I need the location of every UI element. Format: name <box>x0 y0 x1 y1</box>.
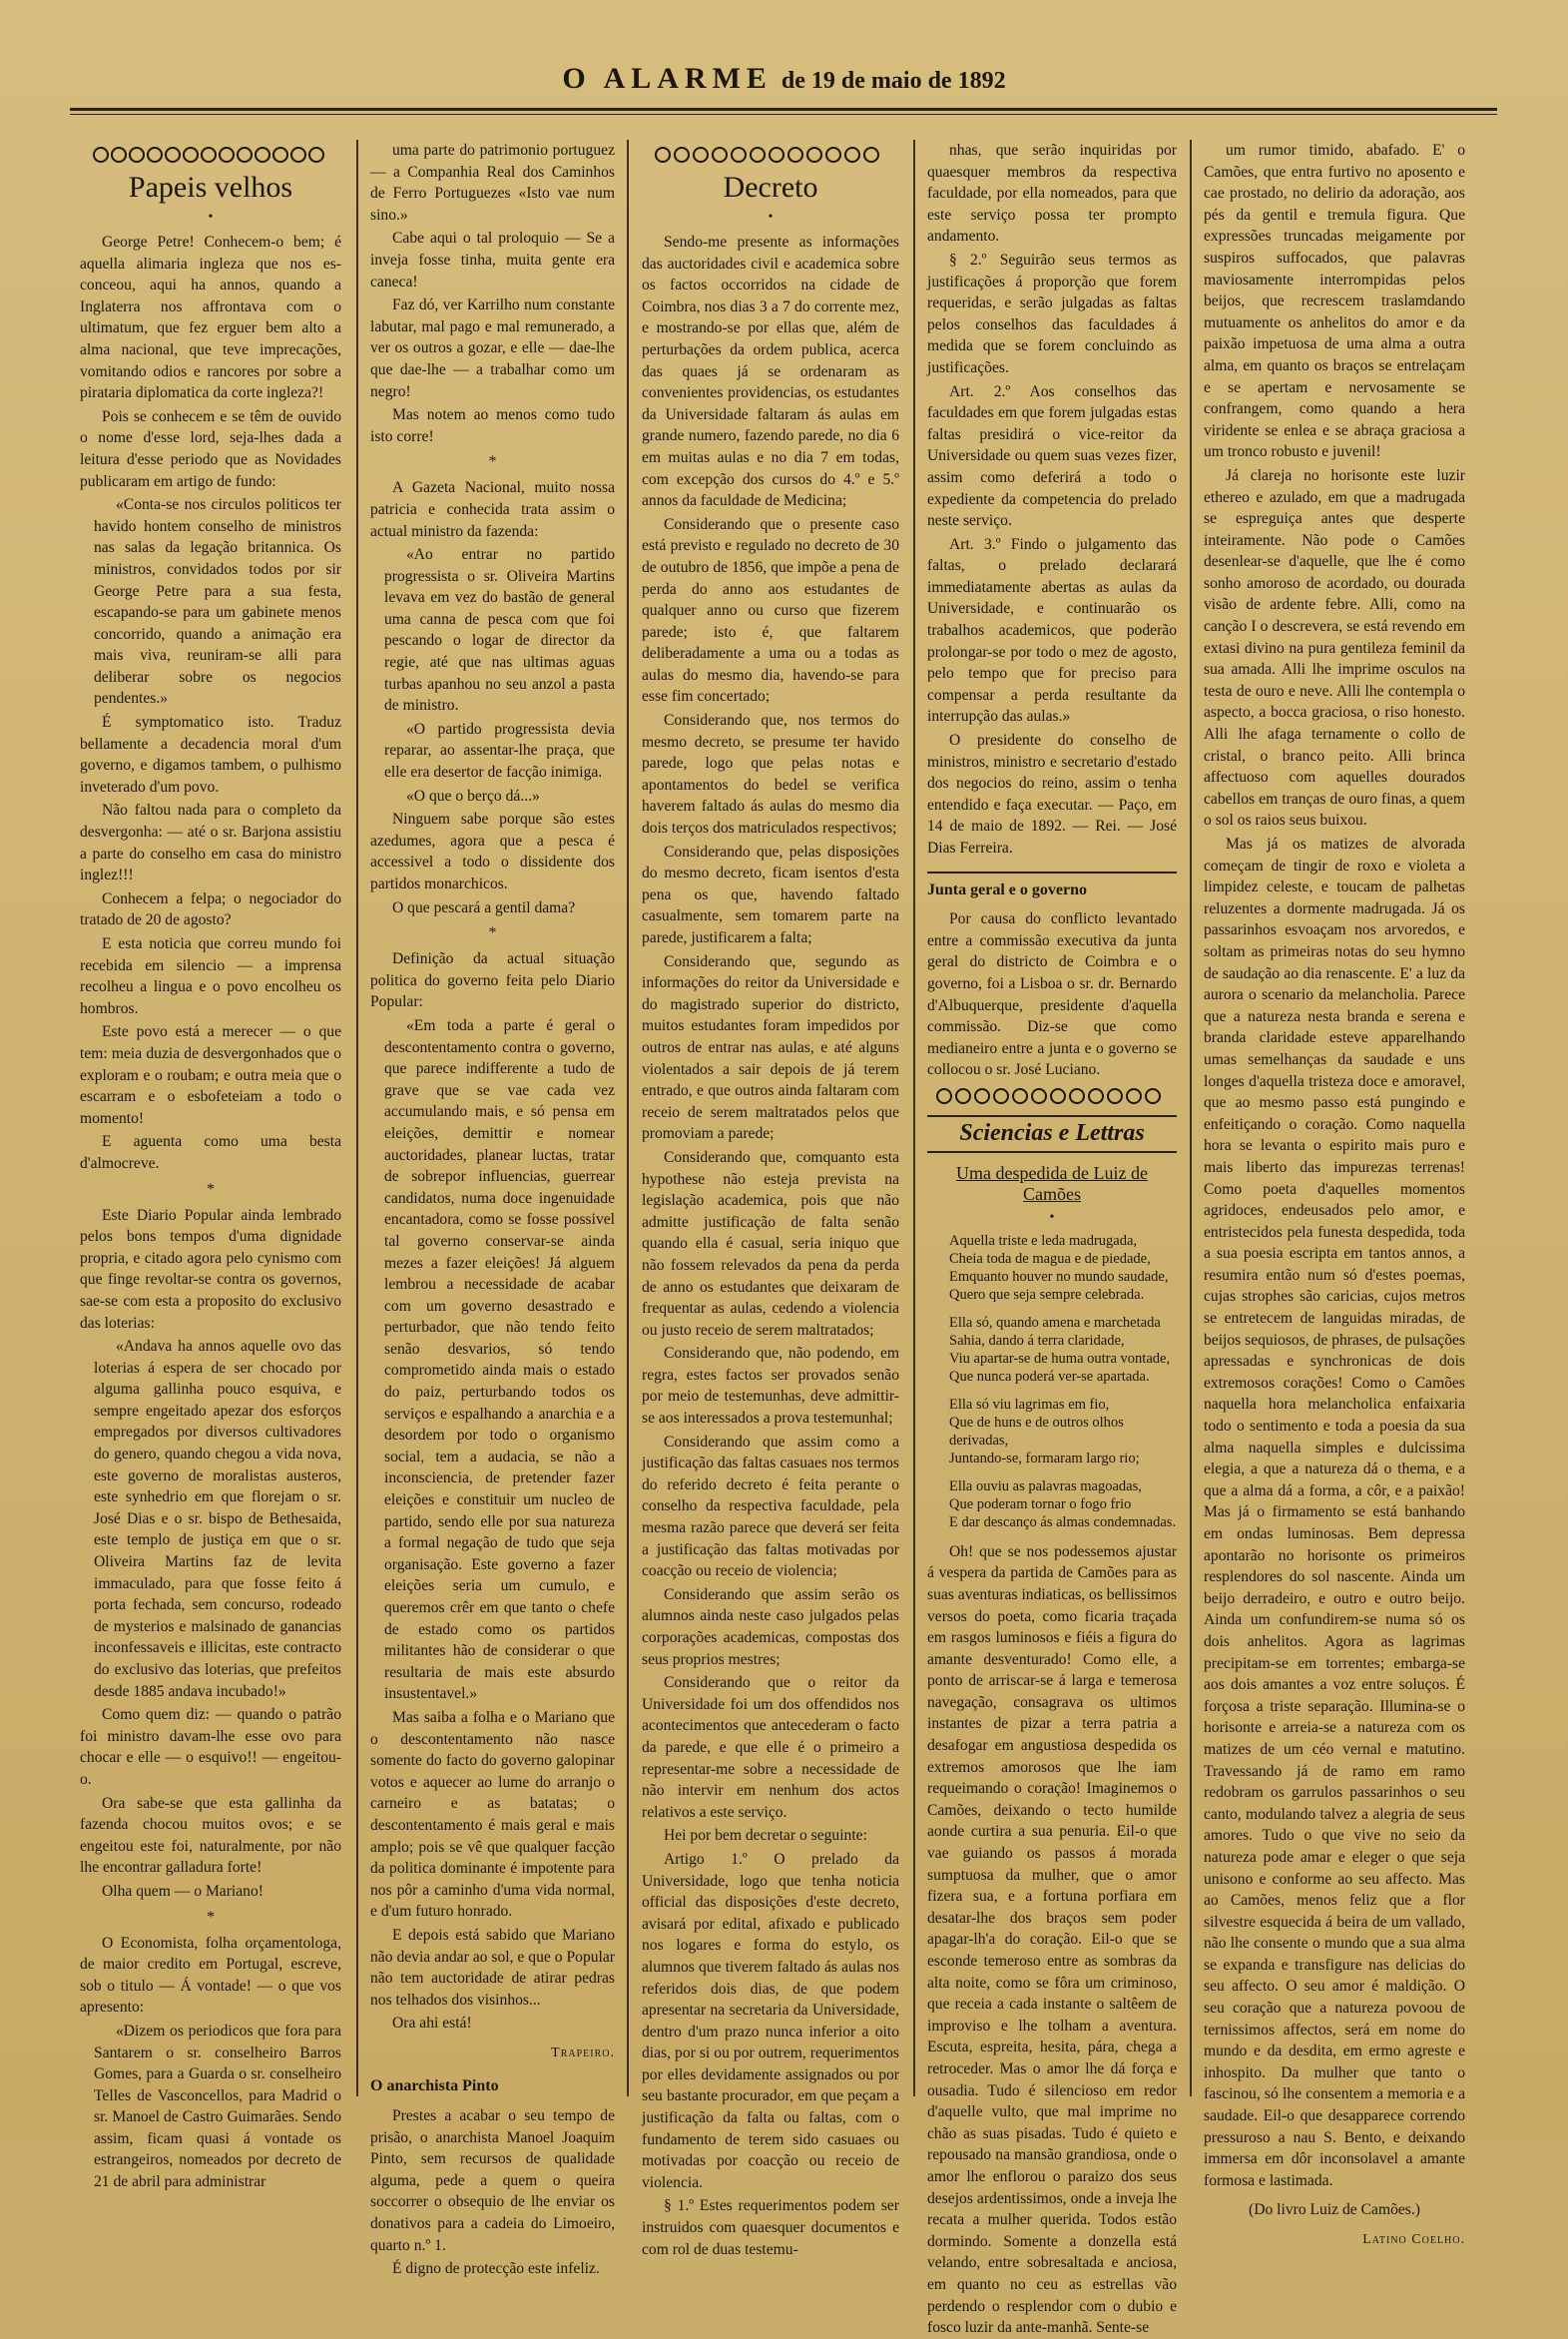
verse-line: Que de huns e de outros olhos derivadas, <box>949 1414 1124 1449</box>
dot-separator: • <box>208 210 214 225</box>
paragraph: Não faltou nada para o completo da desvergonha: — até o sr. Barjona assistiu a parte do conselho em casa do ministro inglez!!! <box>80 802 341 884</box>
ornament-icon <box>642 144 899 166</box>
paragraph: Este Diario Popular ainda lembrado pelos bons tempos d'uma dignidade propria, e citado agora pelo cynismo com que finge revoltar-se contra os governos, sae-se com esta a proposito do exclusivo das loterias: <box>80 1206 341 1332</box>
paragraph: É symptomatico isto. Traduz bellamente a decadencia moral d'um governo, e digamos tambem, o pulhismo inveterado d'um povo. <box>80 714 341 796</box>
verse-stanza <box>949 1477 1177 1531</box>
verse-line: Ella só, quando amena e marchetada <box>949 1314 1161 1331</box>
star-separator: * <box>207 1180 215 1198</box>
paragraph: O Economista, folha orçamentologa, de maior credito em Portugal, escreve, sob o titulo — Á vontade! — o que vos apresento: <box>80 1934 341 2017</box>
paragraph: Considerando que assim serão os alumnos ainda neste caso julgados pelas corporações academicas, compostas dos seus proprios mestres; <box>642 1585 899 1668</box>
masthead <box>0 62 1568 96</box>
column-3 <box>642 140 899 2258</box>
paragraph: Cabe aqui o tal proloquio — Se a inveja fosse tinha, muita gente era caneca! <box>370 230 615 291</box>
paragraph: uma parte do patrimonio portuguez — a Companhia Real dos Caminhos de Ferro Portuguezes «Isto vae num sino.» <box>370 142 615 224</box>
verse-line: Sahia, dando á terra claridade, <box>949 1332 1125 1349</box>
verse-stanza <box>949 1232 1177 1304</box>
paragraph: E esta noticia que correu mundo foi recebida em silencio — a imprensa recolheu a lingua e o povo encolheu os hombros. <box>80 935 341 1017</box>
paragraph: Oh! que se nos podessemos ajustar á vespera da partida de Camões para as suas aventuras indiaticas, os bellissimos versos do poeta, como ficaria traçada em rasgos luminosos e fiéis a figura do amante desventurado! Como elle, a ponto de arriscar-se á larga e temerosa navegação, consagrava os ultimos instantes de pizar a terra patria a desafogar em angustiosa despedida os extremos amorosos que lhe iam requeimando o coração! Imaginemos o Camões, deixando o tecto humilde aonde curtira a sua penuria. Eil-o que vae guiando os passos á morada sumptuosa da mulher, que o amor fizera sua, e a fortuna porfiara em desatar-lhe dos braços sem poder apagar-lh'a do coração. Eil-o que se esconde temeroso entre as sombras da alta noite, como se fôra um criminoso, que receia a cada instante o saltêem de improviso e lhe tolham a aventura. Escuta, espreita, hesita, pára, chega a retroceder. Mas o amor lhe dá força e ousadia. Tudo é silencioso em redor d'aquelle vulto, que mal imprime no chão as suas pisadas. Tudo é quieto e repousado na mansão grandiosa, onde o amor lhe enflorou o paraizo dos seus desejos ardentissimos, onde a inveja lhe recata a mulher querida. Todos estão dormindo. Somente a donzella está velando, entre sobresaltada e anciosa, em quanto no ceu as estrellas vão perdendo o resplendor com o dubio e fosco luzir da ante-manhã. Sente-se <box>927 1542 1177 2337</box>
verse-line: Quero que seja sempre celebrada. <box>949 1286 1145 1303</box>
paragraph: § 2.º Seguirão seus termos as justificações á proporção que forem requeridas, e serão julgadas as faltas pelos conselhos das faculdades á medida que se forem concluindo as justificações. <box>927 251 1177 376</box>
paragraph: Considerando que o reitor da Universidade foi um dos offendidos nos acontecimentos que antecederam o facto da parede, e que elle é o primeiro a representar-me sobre a necessidade de não intervir em nenhum dos actos relativos a este serviço. <box>642 1674 899 1821</box>
star-separator: * <box>207 1908 215 1926</box>
ornament-icon <box>927 1085 1177 1107</box>
paragraph: um rumor timido, abafado. E' o Camões, que entra furtivo no aposento e cae prostado, no delirio da adoração, aos pés da gentil e tremula figura. Que expressões truncadas meigamente por suspiros suffocados, que palavras maviosamente interrompidas pelos beijos, que recrescem traslamdando mutuamente os anhelitos do amor e da paixão impetuosa de uma alma a outra alma, em quanto os braços se entrelaçam e se apertam e nervosamente se confrangem, como quando a hera viridente se enlea e se abraça graciosa a um tronco robusto e juvenil! <box>1204 142 1465 461</box>
paragraph: Considerando que, pelas disposições do mesmo decreto, ficam isentos d'esta pena os que, havendo faltado casualmente, sem tomarem parte na parede, justificarem a falta; <box>642 843 899 946</box>
column-divider <box>913 140 915 2096</box>
paragraph: Este povo está a merecer — o que tem: meia duzia de desvergonhados que o exploram e o roubam; e outra meia que o escarram e o esbofeteiam a todo o momento! <box>80 1023 341 1127</box>
paragraph: Sendo-me presente as informações das auctoridades civil e academica sobre os factos occorridos na cidade de Coimbra, nos dias 3 a 7 do corrente mez, e mostrando-se por ellas que, além de perturbações da ordem publica, acerca das quaes já se ordenaram as convenientes providencias, os estudantes da Universidade faltaram ás aulas em grande numero, fazendo parede, no dia 6 em muitas aulas e no dia 7 em todas, com excepção dos cursos do 4.º e 5.º annos da faculdade de Medicina; <box>642 234 899 510</box>
headline-decreto: Decreto <box>723 171 818 204</box>
paragraph: Ninguem sabe porque são estes azedumes, agora que a pesca é accessivel a todo o dissidente dos partidos monarchicos. <box>370 811 615 892</box>
column-5 <box>1204 140 1466 2247</box>
ornament-icon <box>80 144 341 166</box>
paragraph: Mas notem ao menos como tudo isto corre! <box>370 406 615 445</box>
quote: «Ao entrar no partido progressista o sr. Oliveira Martins levava em vez do bastão de general uma canna de pesca com que foi pescando o logar de director da regie, até que nas ultimas aguas turbas apanhou no seu anzol a pasta de ministro. <box>384 546 615 715</box>
paragraph: Considerando que, nos termos do mesmo decreto, se presume ter havido parede, logo que pelas notas e apontamentos do bedel se verifica haverem faltado ás aulas do mesmo dia dois terços dos matriculados respectivos; <box>642 712 899 838</box>
paragraph: Considerando que, comquanto esta hypothese não esteja prevista na legislação academica, pois que não admitte justificação de falta senão quando ella é casual, seria iniquo que não fossem relevados da pena da perda de anno os estudantes que deixaram de frequentar as aulas, cedendo a violencia ou justo receio de serem maltratados; <box>642 1148 899 1339</box>
issue-date: de 19 de maio de 1892 <box>781 68 1006 94</box>
column-divider <box>627 140 629 2096</box>
star-separator: * <box>488 453 497 471</box>
quote: «Andava ha annos aquelle ovo das loterias á espera de ser chocado por alguma gallinha pouco esquiva, e sempre engeitado apezar dos esforços empregados por diversos cultivadores do genero, quando chegou a vida nova, este governo de moralistas austeros, este synhedrio em que florejam o sr. José Dias e o sr. bispo de Bethesaida, este templo de justiça em que o sr. Oliveira Martins faz de levita immaculado, para que fosse feito á porta fechada, sem concurso, rodeado de mysterios e malsinado de ganancias inconfessaveis e illicitas, este contracto do exclusivo das loterias, que prefeitos desde 1885 andava incubado!» <box>94 1338 341 1700</box>
dot-separator: • <box>1049 1209 1055 1225</box>
paragraph: Considerando que assim como a justificação das faltas casuaes nos termos do referido decreto é feita perante o conselho da respectiva faculdade, pela mesma razão parece que deverá ser feita a justificação das faltas motivadas por coacção ou receio de violencia; <box>642 1433 899 1580</box>
verse-line: Que nunca poderá ver-se apartada. <box>949 1368 1150 1385</box>
verse-stanza <box>949 1314 1177 1386</box>
verse-line: Juntando-se, formaram largo rio; <box>949 1450 1140 1466</box>
quote: «O partido progressista devia reparar, ao assentar-lhe praça, que elle era desertor de facção inimiga. <box>384 720 615 782</box>
quote: «Dizem os periodicos que fora para Santarem o sr. conselheiro Barros Gomes, para a Guarda o sr. conselheiro Telles de Vasconcellos, para Madrid o sr. Manoel de Castro Guimarães. Sendo assim, ficam quasi á vontade os estrangeiros, nomeados por decreto de 21 de abril para administrar <box>94 2022 341 2191</box>
signature-latino-coelho: Latino Coelho. <box>1362 2232 1465 2247</box>
paragraph: Por causa do conflicto levantado entre a commissão executiva da junta geral do districto de Coimbra e o governo, foi a Lisboa o sr. dr. Bernardo d'Albuquerque, presidente d'aquella commissão. Diz-se que como medianeiro entre a junta e o governo se collocou o sr. José Luciano. <box>927 910 1177 1079</box>
quote: «Conta-se nos circulos politicos ter havido hontem conselho de ministros nas salas da legação britannica. Os ministros, convidados todos por sir George Petre para a sua festa, escapando-se para um gabinete menos concorrido, quando a animação era mais viva, reuniram-se alli para deliberar sobre os negocios pendentes.» <box>94 496 341 708</box>
paragraph: Considerando que, não podendo, em regra, estes factos ser provados senão por meio de testemunhas, deve admittir-se aos interessados a prova testemunhal; <box>642 1345 899 1428</box>
paragraph: Definição da actual situação politica do governo feita pelo Diario Popular: <box>370 950 615 1011</box>
paragraph: Já clareja no horisonte este luzir ethereo e azulado, em que a madrugada se espreguiça antes que desperte inteiramente. Não pode o Camões desenlear-se d'aquelle, que lhe é como sonho amoroso de acordado, ou dourada visão de ardente febre. Alli, como na canção I o descrevera, se está revendo em extasi divino na pura gentileza feminil da sua amada. Alli lhe imprime osculos na testa de ouro e neve. Alli lhe contempla o aspecto, a bocca graciosa, o riso honesto. Alli lhe afaga ternamente o collo de cristal, o branco peito. Alli brinca affectuoso com aquelles dourados cabellos em tranças de ouro finas, a quem o sol os raios seus buixou. <box>1204 466 1465 830</box>
star-separator: * <box>488 924 497 942</box>
paragraph: Art. 3.º Findo o julgamento das faltas, o prelado declarará immediatamente abertas as aulas da Universidade, e continuarão os trabalhos academicos, que poderão prolongar-se por todo o mez de agosto, pelo tempo que for preciso para compensar a perda resultante da interrupção das aulas.» <box>927 535 1177 726</box>
paragraph: Ora ahi está! <box>392 2015 472 2033</box>
paragraph: E depois está sabido que Mariano não devia andar ao sol, e que o Popular não tem auctoridade de atirar pedras nos telhados dos visinhos... <box>370 1926 615 2009</box>
verse-line: Ella só viu lagrimas em fio, <box>949 1396 1110 1413</box>
paragraph: Prestes a acabar o seu tempo de prisão, o anarchista Manoel Joaquim Pinto, sem recursos de qualidade alguma, pede a quem o queira soccorrer o obsequio de lhe enviar os donativos para a cadeia do Limoeiro, quarto n.º 1. <box>370 2107 615 2254</box>
top-rule-thin <box>70 114 1497 115</box>
verse-line: Que poderam tornar o fogo frio <box>949 1495 1132 1512</box>
quote: «O que o berço dá...» <box>406 787 540 805</box>
verse-line: Viu apartar-se de huma outra vontade, <box>949 1350 1171 1367</box>
column-1 <box>80 140 341 2191</box>
paragraph: Considerando que, segundo as informações do reitor da Universidade e do magistrado superior do districto, muitos estudantes foram impedidos por outros de entrar nas aulas, e até alguns violentados a sair depois de já terem entrado, e que outros ainda faltaram com receio de serem maltratados pelos que promoviam a parede; <box>642 952 899 1143</box>
paragraph: Faz dó, ver Karrilho num constante labutar, mal pago e mal remunerado, a ver os outros a gozar, e elle — dae-lhe que dae-lhe — a trabalhar como um negro! <box>370 296 615 400</box>
paragraph: George Petre! Conhecem-o bem; é aquella alimaria ingleza que nos es-conceou, aqui ha annos, quando a Inglaterra nos affrontava com o ultimatum, que fez erguer bem alto a alma nacional, que teve imprecações, vomitando odios e rancores por sobre a pirataria diplomatica da corte ingleza?! <box>80 234 341 402</box>
headline-papeis-velhos: Papeis velhos <box>128 171 293 204</box>
section-sciencias-e-lettras: Sciencias e Lettras <box>927 1115 1177 1153</box>
paragraph: Considerando que o presente caso está previsto e regulado no decreto de 30 de outubro de 1856, que impõe a pena de perda do anno aos estudantes de qualquer anno ou curso que fizerem parede; isto é, que faltarem deliberadamente a uma ou a todas as aulas do mesmo dia, havendo-se para esse fim concertado; <box>642 515 899 706</box>
column-4 <box>927 140 1177 2337</box>
paragraph: § 1.º Estes requerimentos podem ser instruidos com quaesquer documentos e com rol de duas testemu- <box>642 2197 899 2258</box>
subheading-anarchista: O anarchista Pinto <box>370 2077 499 2095</box>
paragraph: Pois se conhecem e se têm de ouvido o nome d'esse lord, seja-lhes dada a leitura d'esse periodo que as Novidades publicaram em artigo de fundo: <box>80 407 341 490</box>
paragraph: É digno de protecção este infeliz. <box>392 2260 600 2278</box>
verse-stanza <box>949 1396 1177 1467</box>
verse-line: E dar descanço ás almas condemnadas. <box>949 1513 1177 1530</box>
paragraph: A Gazeta Nacional, muito nossa patricia e conhecida trata assim o actual ministro da fazenda: <box>370 479 615 540</box>
column-2 <box>370 140 615 2278</box>
verse-line: Cheia toda de magua e de piedade, <box>949 1250 1151 1267</box>
signature-trapeiro: Trapeiro. <box>551 2045 615 2060</box>
paragraph: O que pescará a gentil dama? <box>392 898 576 916</box>
paragraph: Mas já os matizes de alvorada começam de tingir de roxo e violeta a limpidez celeste, e toucam de palhetas reluzentes a dormente madrugada. Já os passarinhos esvoaçam nos arvoredos, e soltam as primeiras notas do seu hymno de saudação ao dia renascente. E' a luz da aurora o scenario da melancholia. Parece que a natureza nesta branda e serena e branda claridade esteve apparelhando umas semelhanças da saudade e uns longes d'aquella tristeza doce e amoravel, que ao mesmo passo está pungindo e enfeitiçando o coração. Como naquella hora se levanta o espirito mais puro e mais liberto das impurezas terrenas! Como poeta d'aquelles momentos agridoces, endeusados pelo amor, e entristecidos pela funesta despedida, toda a sua poesia escripta em tantos annos, a resumira então num só d'estes poemas, cujas strophes são caricias, cujos metros se entretecem de languidas miradas, de beijos sequiosos, de phrases, de pulsações apressadas e synchronicas de dois extremosos corações! Como o Camões naquella hora melancholica enfaixaria todo o sentimento e toda a poesia da sua alma naquella simples e dulcissima elegia, a que a natureza dá o thema, e a que a alma dá a forma, a côr, e a paixão! Mas já o firmamento se está banhando em ondas luminosas. Bem depressa apontarão no horisonte os primeiros resplendores do sol nascente. Ainda um beijo derradeiro, e outro e outro beijo. Ainda um confundirem-se numa só os dois anhelitos. Agora as lagrimas precipitam-se em torrentes; embarga-se aos dois amantes a voz entre soluços. É forçosa a triste separação. Illumina-se o horisonte e arreia-se a natureza com os matizes de um céo vernal e matutino. Travessando já de ramo em ramo redobram os garrulos passarinhos o seu canto, modulando talvez a alegria de seus amores. Tudo o que vive no seio da natureza pode amar e eleger o que seja unisono e conforme ao seu affecto. Mas ao Camões, menos feliz que a flor silvestre esquecida á beira de um vallado, não lhe consente o mundo que a sua alma se expanda e transfigure nas delicias do seu affecto. O seu amor é maldição. O seu coração que a natureza povoou de ternissimos affectos, será em nome do mundo e da desdita, em ermo agreste e inhospito. Da mulher que tanto o fascinou, só lhe consentem a memoria e a saudade. Eil-o que desapparece correndo pressuroso a nau S. Bento, e deixando immersa em dôr inconsolavel a amante formosa e lastimada. <box>1204 836 1466 2189</box>
paragraph: E aguenta como uma besta d'almocreve. <box>80 1133 341 1172</box>
column-divider <box>1190 140 1192 2096</box>
quote: «Em toda a parte é geral o descontentamento contra o governo, que parece indifferente a tudo de grave que se vae cada vez accumulando mais, e só pensa em eleições, demittir e nomear auctoridades, planear luctas, tratar de sobrepor influencias, guerrear candidatos, numa doce ingenuidade encantadora, como se fosse possivel tal governo conservar-se ainda mezes a fazer eleições! Já alguem lembrou a necessidade de acabar com um governo desastrado e perturbador, que não tendo feito senão desvarios, só tendo comprometido ainda mais o estado do paiz, perturbando todos os serviços e espalhando a anarchia e a desordem por todo o organismo social, tem a audacia, se não a inconsciencia, de pretender fazer eleições e constituir um nucleo de partido, sendo elle por sua natureza a formal negação de tudo que seja organisação. Este governo a fazer eleições seria um cumulo, e queremos crêr em que tanto o chefe de estado como os partidos militantes hão de considerar o que resultaria de mais este absurdo insustentavel.» <box>384 1016 615 1703</box>
paragraph: O presidente do conselho de ministros, ministro e secretario d'estado dos negocios do reino, assim o tenha entendido e faça executar. — Paço, em 14 de maio de 1892. — Rei. — José Dias Ferreira. <box>927 732 1177 857</box>
top-rule <box>70 108 1497 111</box>
paragraph: Mas saiba a folha e o Mariano que o descontentamento não nasce somente do facto do governo galopinar votos e aquecer ao lume do arranjo o carneiro e as batatas; o descontentamento é mais geral e mais amplo; pois se vê que qualquer facção da politica dominante é impotente para nos pôr a caminho d'uma vida normal, e d'um futuro honrado. <box>370 1708 615 1921</box>
dot-separator: • <box>768 210 774 225</box>
paragraph: Artigo 1.º O prelado da Universidade, logo que tenha noticia official das disposições d'este decreto, avisará por edital, afixado e publicado nos logares e forma do estylo, os alumnos que tiverem faltado ás aulas nos referidos dois dias, de que podem apresentar na secretaria da Universidade, dentro d'um prazo nunca inferior a oito dias, por si ou por outrem, requerimentos por elles devidamente assignados ou por seu bastante procurador, em que peçam a justificação da falta ou faltas, com o fundamento de terem sido casuaes ou motivadas por coacção ou receio de violencia. <box>642 1850 899 2191</box>
paragraph: Art. 2.º Aos conselhos das faculdades em que forem julgadas estas faltas presidirá o vice-reitor da Universidade ou quem suas vezes fizer, assim como deferirá a todo o expediente da competencia do prelado neste serviço. <box>927 382 1177 530</box>
paragraph: Conhecem a felpa; o negociador do tratado de 20 de agosto? <box>80 889 341 929</box>
verse-line: Emquanto houver no mundo saudade, <box>949 1268 1169 1285</box>
paragraph: Olha quem — o Mariano! <box>102 1882 263 1900</box>
article-title-camoes: Uma despedida de Luiz de Camões <box>956 1162 1148 1205</box>
newspaper-title: O ALARME <box>562 62 773 95</box>
paragraph: nhas, que serão inquiridas por quaesquer membros da respectiva faculdade, por ella nomeados, para que este serviço possa ter prompto andamento. <box>927 142 1177 246</box>
column-divider <box>356 140 358 2096</box>
paragraph: Como quem diz: — quando o patrão foi ministro davam-lhe esse ovo para chocar e elle — o esquivo!! — engeitou-o. <box>80 1706 341 1788</box>
verse-line: Ella ouviu as palavras magoadas, <box>949 1477 1142 1494</box>
paragraph: Ora sabe-se que esta gallinha da fazenda chocou muitos ovos; e se engeitou este foi, naturalmente, por não lhe encontrar galladura forte! <box>80 1794 341 1877</box>
paragraph: Hei por bem decretar o seguinte: <box>664 1827 867 1845</box>
subheading-junta: Junta geral e o governo <box>927 872 1177 901</box>
verse-line: Aquella triste e leda madrugada, <box>949 1232 1138 1249</box>
source-note: (Do livro Luiz de Camões.) <box>1249 2201 1420 2219</box>
